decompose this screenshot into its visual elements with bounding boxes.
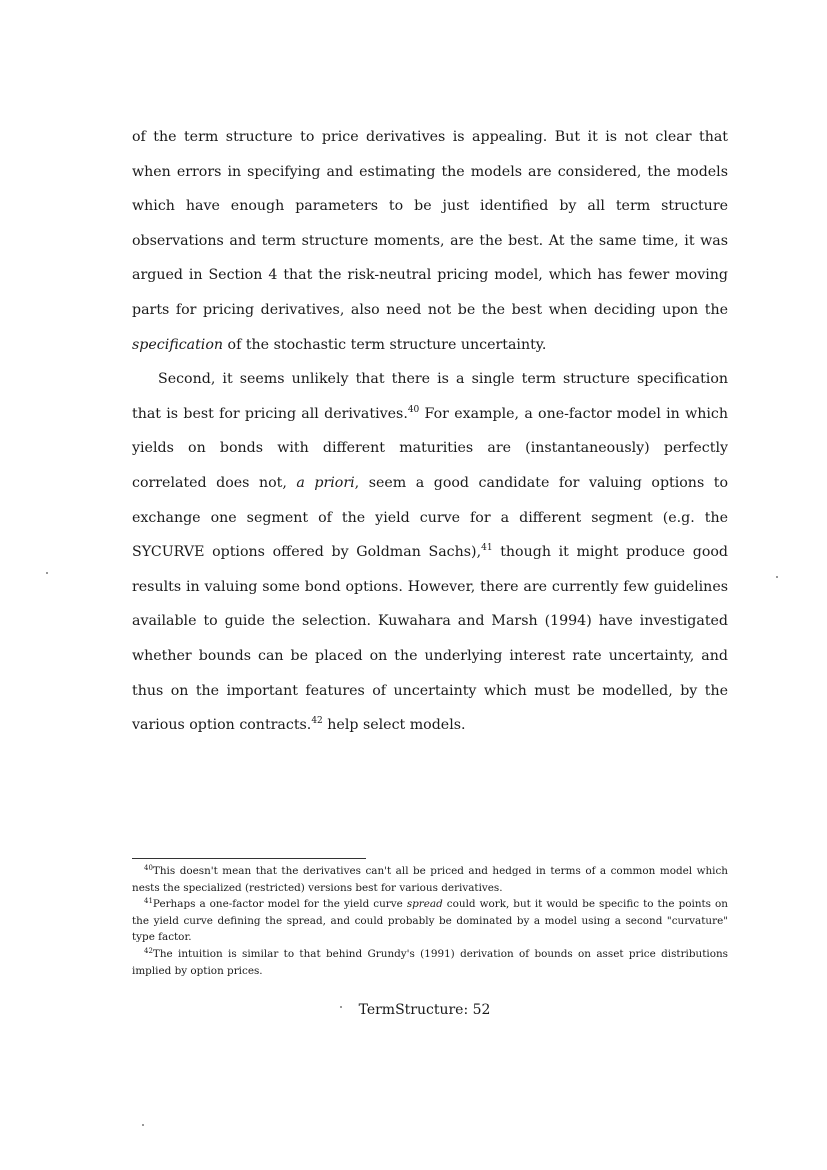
body-text — [132, 120, 728, 743]
footnote-divider — [132, 858, 366, 859]
scan-speck — [46, 572, 48, 574]
paragraph-1: of the term structure to price derivatives is appealing. But it is not clear that when errors in specifying and estimating the models are considered, the models which have enough parameters to be just identified by all term structure observations and term structure moments, are the best. At the same time, it was argued in Section 4 that the risk-neutral pricing model, which has fewer moving parts for pricing derivatives, also need not be the best when deciding upon the specification of the stochastic term structure uncertainty. — [132, 129, 728, 353]
footnote-41: $^{41}$Perhaps a one-factor model for the yield curve spread could work, but it would be specific to the points on the yield curve defining the spread, and could probably be dominated by a model using a second "curvature" type factor. — [132, 897, 728, 944]
page-number: TermStructure: 52 — [358, 1002, 491, 1018]
footnotes — [132, 863, 728, 979]
footnote-40: $^{40}$This doesn't mean that the derivatives can't all be priced and hedged in terms of a common model which nests the specialized (restricted) versions best for various derivatives. — [132, 864, 728, 894]
footnote-42: $^{42}$The intuition is similar to that behind Grundy's (1991) derivation of bounds on asset price distributions implied by option prices. — [132, 946, 728, 977]
emphasis-a-priori: a priori — [296, 474, 355, 491]
footnote-ref-40: 40 — [407, 404, 420, 415]
scan-speck — [340, 1006, 342, 1008]
footnote-ref-42: 42 — [311, 716, 323, 727]
paragraph-2: Second, it seems unlikely that there is a single term structure specification that is best for pricing all derivatives.$^{40}$ For example, a one-factor model in which yields on bonds with different maturities are (instantaneously) perfectly correlated does not, a priori, seem a good candidate for valuing options to exchange one segment of the yield curve for a different segment (e.g. the SYCURVE options offered by Goldman Sachs),$^{41}$ though it might produce good results in valuing some bond options. However, there are currently few guidelines available to guide the selection. Kuwahara and Marsh (1994) have investigated whether bounds can be placed on the underlying interest rate uncertainty, and thus on the important features of uncertainty which must be modelled, by the various option contracts.$^{42}$ help select models. — [132, 371, 729, 734]
scan-speck — [142, 1124, 144, 1126]
footnote-ref-41: 41 — [481, 543, 493, 554]
scan-speck — [776, 576, 778, 578]
emphasis-specification: specification — [132, 336, 224, 353]
